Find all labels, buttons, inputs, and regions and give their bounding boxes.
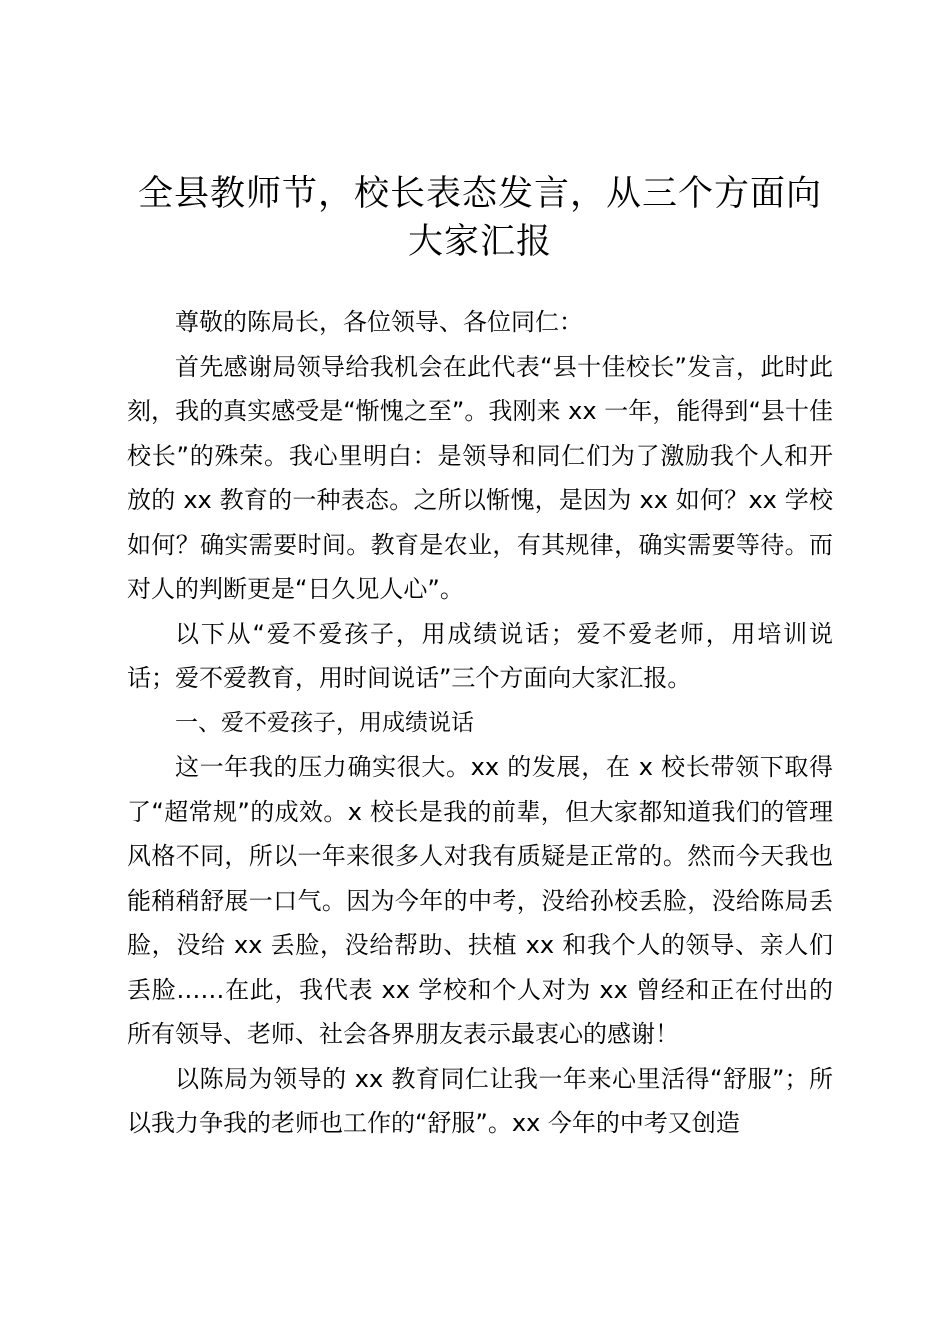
section-1-paragraph-1: 这一年我的压力确实很大。xx 的发展，在 x 校长带领下取得了“超常规”的成效。x 校长是我的前辈，但大家都知道我们的管理风格不同，所以一年来很多人对我有质疑是正常的。然而今天我也能稍稍舒展一口气。因为今年的中考，没给孙校丢脸，没给陈局丢脸，没给 xx 丢脸，没给帮助、扶植 xx 和我个人的领导、亲人们丢脸……在此，我代表 xx 学校和个人对为 xx 曾经和正在付出的所有领导、老师、社会各界朋友表示最衷心的感谢！: [127, 753, 833, 1048]
intro-paragraph: 首先感谢局领导给我机会在此代表“县十佳校长”发言，此时此刻，我的真实感受是“惭愧之至”。我刚来 xx 一年，能得到“县十佳校长”的殊荣。我心里明白：是领导和同仁们为了激励我个人和开放的 xx 教育的一种表态。之所以惭愧，是因为 xx 如何？xx 学校如何？确实需要时间。教育是农业，有其规律，确实需要等待。而对人的判断更是“日久见人心”。: [127, 352, 833, 603]
section-heading-1: 一、爱不爱孩子，用成绩说话: [175, 709, 474, 736]
document-body: [127, 300, 833, 1146]
outline-paragraph: 以下从“爱不爱孩子，用成绩说话；爱不爱老师，用培训说话；爱不爱教育，用时间说话”三个方面向大家汇报。: [127, 619, 833, 692]
section-1-paragraph-2: 以陈局为领导的 xx 教育同仁让我一年来心里活得“舒服”；所以我力争我的老师也工作的“舒服”。xx 今年的中考又创造: [127, 1064, 833, 1137]
document-page: [127, 170, 833, 1146]
salutation-paragraph: 尊敬的陈局长，各位领导、各位同仁：: [175, 308, 583, 336]
document-title: 全县教师节，校长表态发言，从三个方面向大家汇报: [137, 174, 822, 262]
